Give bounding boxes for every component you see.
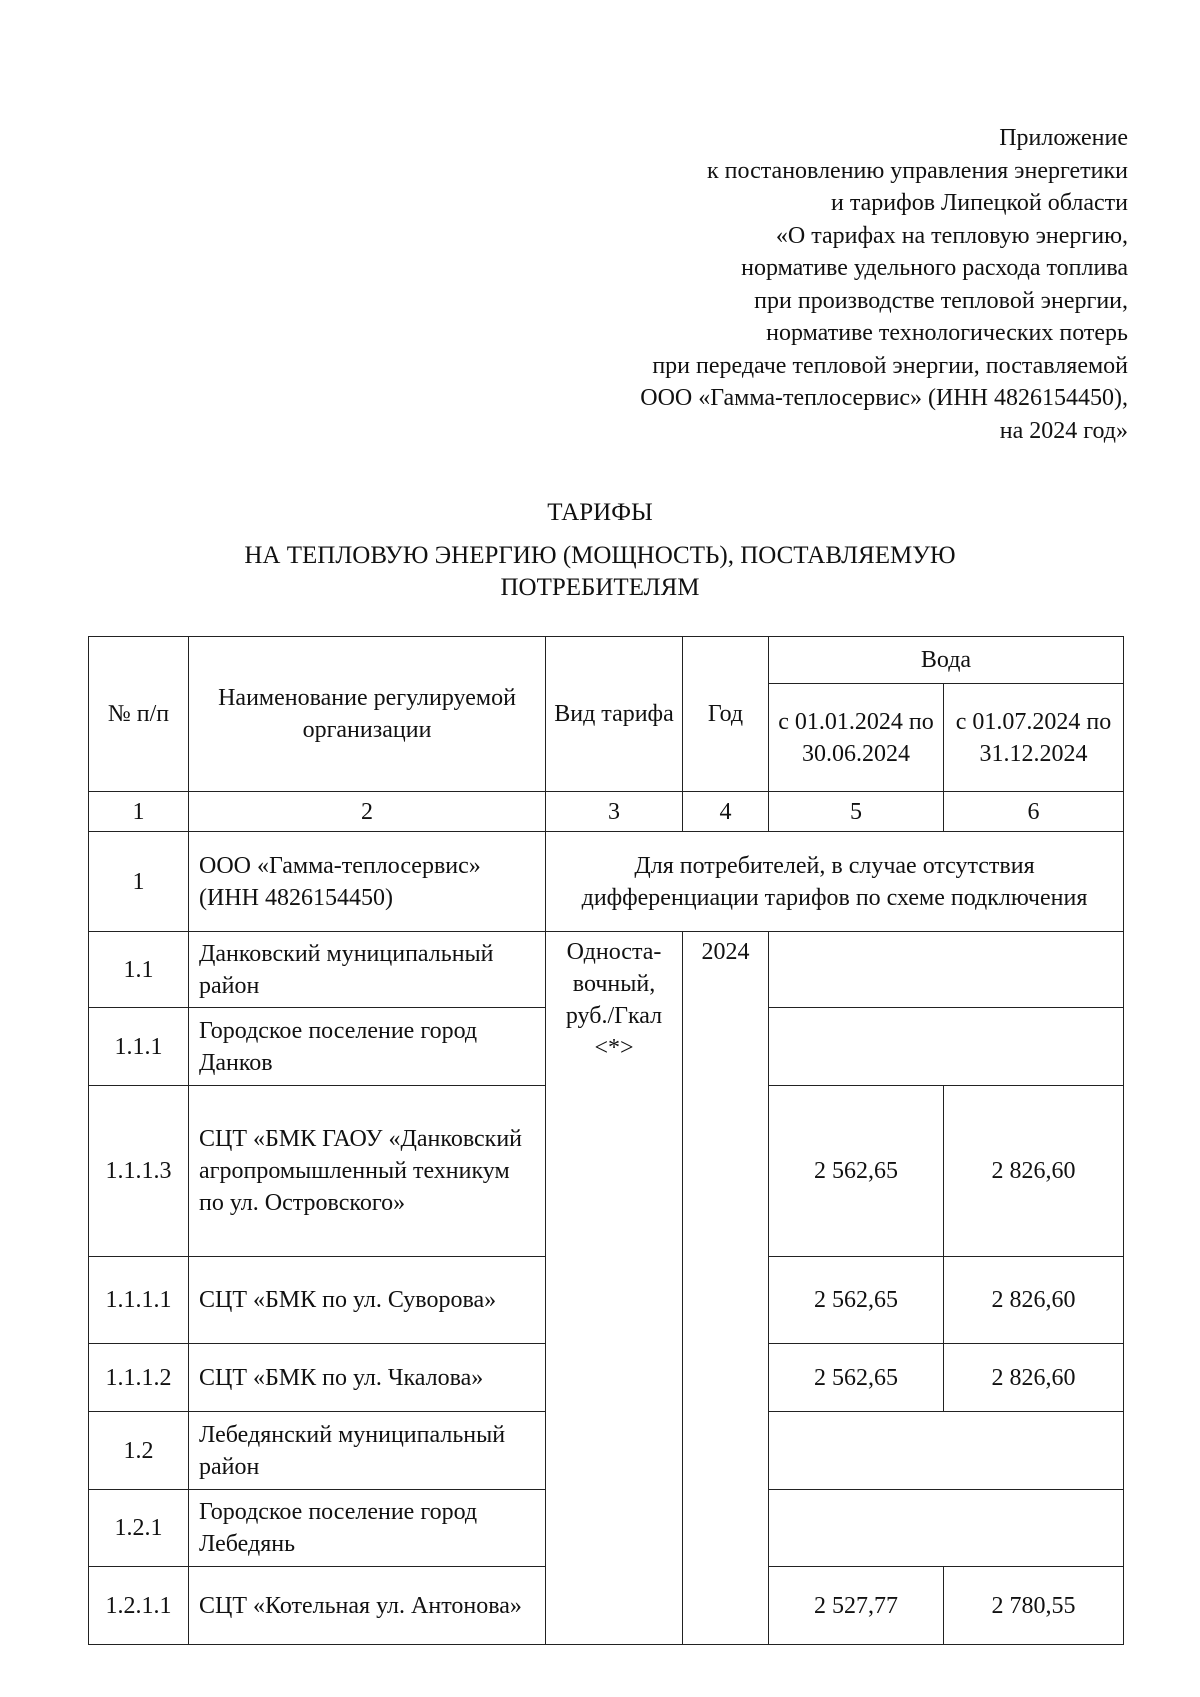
header-year: Год <box>683 637 769 792</box>
appendix-line: при производстве тепловой энергии, <box>754 287 1128 314</box>
value-period-1: 2 527,77 <box>769 1567 944 1645</box>
value-cell <box>769 1008 1124 1086</box>
organization-row <box>89 832 1124 932</box>
row-name: Городское поселение город Данков <box>189 1008 546 1086</box>
appendix-block <box>428 122 1128 447</box>
row-name: Городское поселение город Лебедянь <box>189 1490 546 1567</box>
row-num: 1.2.1 <box>89 1490 189 1567</box>
organization-name: ООО «Гамма-теплосервис» (ИНН 4826154450) <box>189 832 546 932</box>
row-name: Лебедянский муниципальный район <box>189 1412 546 1490</box>
row-num: 1.2.1.1 <box>89 1567 189 1645</box>
appendix-line: ООО «Гамма-теплосервис» (ИНН 4826154450), <box>640 385 1128 411</box>
row-name: Данковский муниципальный район <box>189 932 546 1008</box>
appendix-line: к постановлению управления энергетики <box>707 157 1128 184</box>
row-num: 1.2 <box>89 1412 189 1490</box>
value-period-1: 2 562,65 <box>769 1086 944 1257</box>
appendix-line: «О тарифах на тепловую энергию, <box>775 222 1128 249</box>
appendix-line: на 2024 год» <box>999 417 1128 444</box>
row-num: 1.1.1.3 <box>89 1086 189 1257</box>
row-num: 1 <box>89 832 189 932</box>
appendix-line: нормативе технологических потерь <box>766 320 1128 346</box>
value-period-2: 2 780,55 <box>944 1567 1124 1645</box>
row-num: 1.1.1 <box>89 1008 189 1086</box>
appendix-line: нормативе удельного расхода топлива <box>741 255 1128 281</box>
column-number: 2 <box>189 792 546 832</box>
column-number: 1 <box>89 792 189 832</box>
row-num: 1.1.1.2 <box>89 1344 189 1412</box>
document-subtitle: НА ТЕПЛОВУЮ ЭНЕРГИЮ (МОЩНОСТЬ), ПОСТАВЛЯЕМУЮ <box>244 542 956 569</box>
document-subtitle-cont: ПОТРЕБИТЕЛЯМ <box>500 574 700 601</box>
value-period-2: 2 826,60 <box>944 1086 1124 1257</box>
row-name: СЦТ «БМК ГАОУ «Данковский агропромышленный техникум по ул. Островского» <box>189 1086 546 1257</box>
header-row <box>89 637 1124 684</box>
header-num: № п/п <box>89 637 189 792</box>
row-num: 1.1 <box>89 932 189 1008</box>
tariff-type-cell: Односта-вочный, руб./Гкал <*> <box>546 932 683 1645</box>
value-cell <box>769 1412 1124 1490</box>
row-name: СЦТ «БМК по ул. Чкалова» <box>189 1344 546 1412</box>
organization-note: Для потребителей, в случае отсутствия дифференциации тарифов по схеме подключения <box>546 832 1124 932</box>
column-number-row <box>89 792 1124 832</box>
table-row <box>89 932 1124 1008</box>
header-period-1: с 01.01.2024 по 30.06.2024 <box>769 684 944 792</box>
document-title: ТАРИФЫ <box>547 499 653 526</box>
value-period-1: 2 562,65 <box>769 1344 944 1412</box>
appendix-line: при передаче тепловой энергии, поставляемой <box>652 352 1128 379</box>
value-cell <box>769 1490 1124 1567</box>
header-name: Наименование регулируемой организации <box>189 637 546 792</box>
appendix-line: и тарифов Липецкой области <box>831 190 1128 216</box>
column-number: 4 <box>683 792 769 832</box>
column-number: 6 <box>944 792 1124 832</box>
tariff-table <box>88 636 1124 1645</box>
row-num: 1.1.1.1 <box>89 1257 189 1344</box>
header-tariff-type: Вид тарифа <box>546 637 683 792</box>
value-period-1: 2 562,65 <box>769 1257 944 1344</box>
value-period-2: 2 826,60 <box>944 1344 1124 1412</box>
value-period-2: 2 826,60 <box>944 1257 1124 1344</box>
column-number: 5 <box>769 792 944 832</box>
row-name: СЦТ «Котельная ул. Антонова» <box>189 1567 546 1645</box>
row-name: СЦТ «БМК по ул. Суворова» <box>189 1257 546 1344</box>
header-water: Вода <box>769 637 1124 684</box>
header-period-2: с 01.07.2024 по 31.12.2024 <box>944 684 1124 792</box>
value-cell <box>769 932 1124 1008</box>
appendix-line: Приложение <box>999 125 1128 151</box>
year-cell: 2024 <box>683 932 769 1645</box>
column-number: 3 <box>546 792 683 832</box>
